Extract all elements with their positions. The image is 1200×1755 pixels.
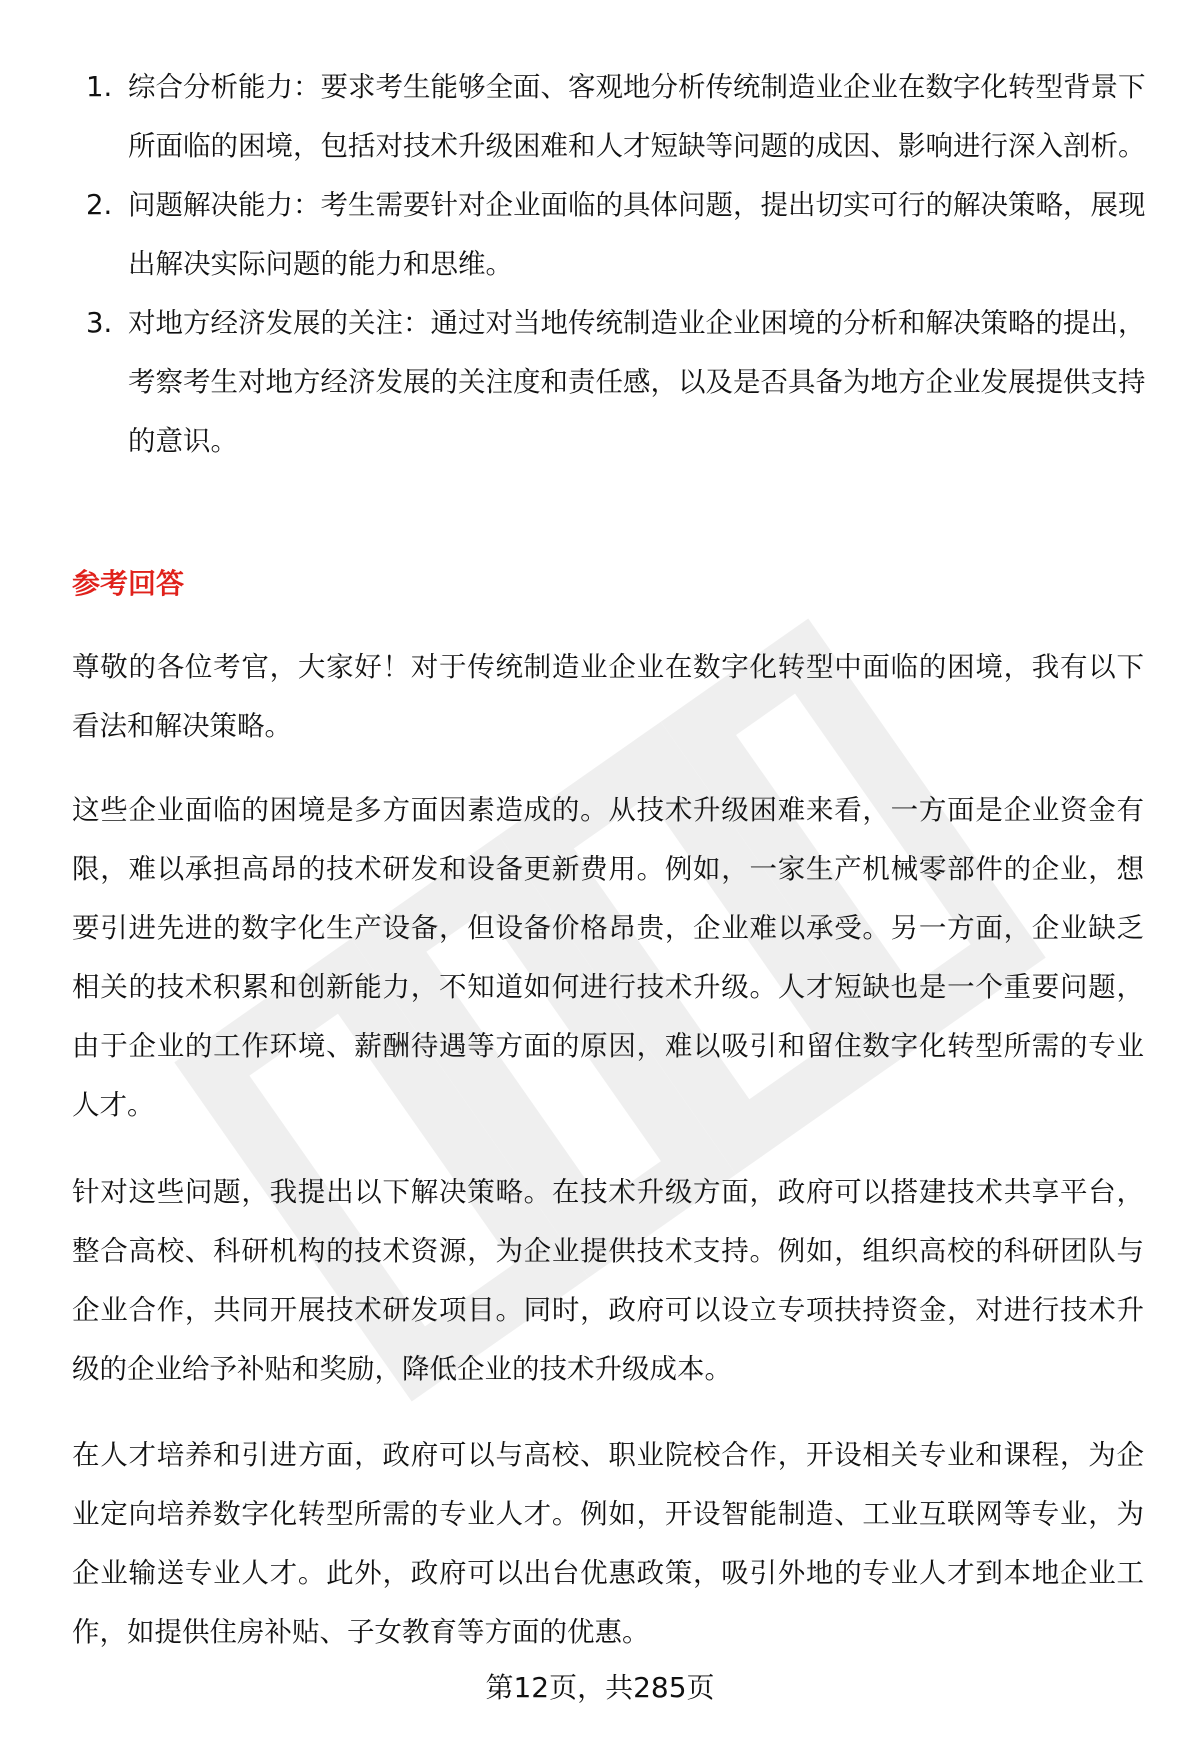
list-item [72, 294, 1152, 471]
list-item-number: 1. [86, 71, 113, 103]
list-item [72, 176, 1152, 294]
list-item-number: 2. [86, 189, 113, 221]
list-item [72, 58, 1152, 176]
paragraph-talent: 在人才培养和引进方面，政府可以与高校、职业院校合作，开设相关专业和课程，为企业定向培养数字化转型所需的专业人才。例如，开设智能制造、工业互联网等专业，为企业输送专业人才。此外，政府可以出台优惠政策，吸引外地的专业人才到本地企业工作，如提供住房补贴、子女教育等方面的优惠。 [72, 1439, 1144, 1648]
list-item-text: 综合分析能力：要求考生能够全面、客观地分析传统制造业企业在数字化转型背景下所面临的困境，包括对技术升级困难和人才短缺等问题的成因、影响进行深入剖析。 [128, 71, 1146, 162]
list-item-text: 对地方经济发展的关注：通过对当地传统制造业企业困境的分析和解决策略的提出，考察考生对地方经济发展的关注度和责任感，以及是否具备为地方企业发展提供支持的意识。 [128, 307, 1146, 457]
paragraph-causes: 这些企业面临的困境是多方面因素造成的。从技术升级困难来看，一方面是企业资金有限，难以承担高昂的技术研发和设备更新费用。例如，一家生产机械零部件的企业，想要引进先进的数字化生产设备，但设备价格昂贵，企业难以承受。另一方面，企业缺乏相关的技术积累和创新能力，不知道如何进行技术升级。人才短缺也是一个重要问题，由于企业的工作环境、薪酬待遇等方面的原因，难以吸引和留住数字化转型所需的专业人才。 [72, 794, 1144, 1121]
page-number: 第12页，共285页 [485, 1671, 715, 1704]
list-item-number: 3. [86, 307, 113, 339]
criteria-list [72, 58, 1152, 471]
paragraph-greeting: 尊敬的各位考官，大家好！对于传统制造业企业在数字化转型中面临的困境，我有以下看法和解决策略。 [72, 651, 1144, 742]
section-heading: 参考回答 [72, 567, 185, 600]
paragraph-strategies: 针对这些问题，我提出以下解决策略。在技术升级方面，政府可以搭建技术共享平台，整合高校、科研机构的技术资源，为企业提供技术支持。例如，组织高校的科研团队与企业合作，共同开展技术研发项目。同时，政府可以设立专项扶持资金，对进行技术升级的企业给予补贴和奖励，降低企业的技术升级成本。 [72, 1176, 1144, 1385]
list-item-text: 问题解决能力：考生需要针对企业面临的具体问题，提出切实可行的解决策略，展现出解决实际问题的能力和思维。 [128, 189, 1146, 280]
